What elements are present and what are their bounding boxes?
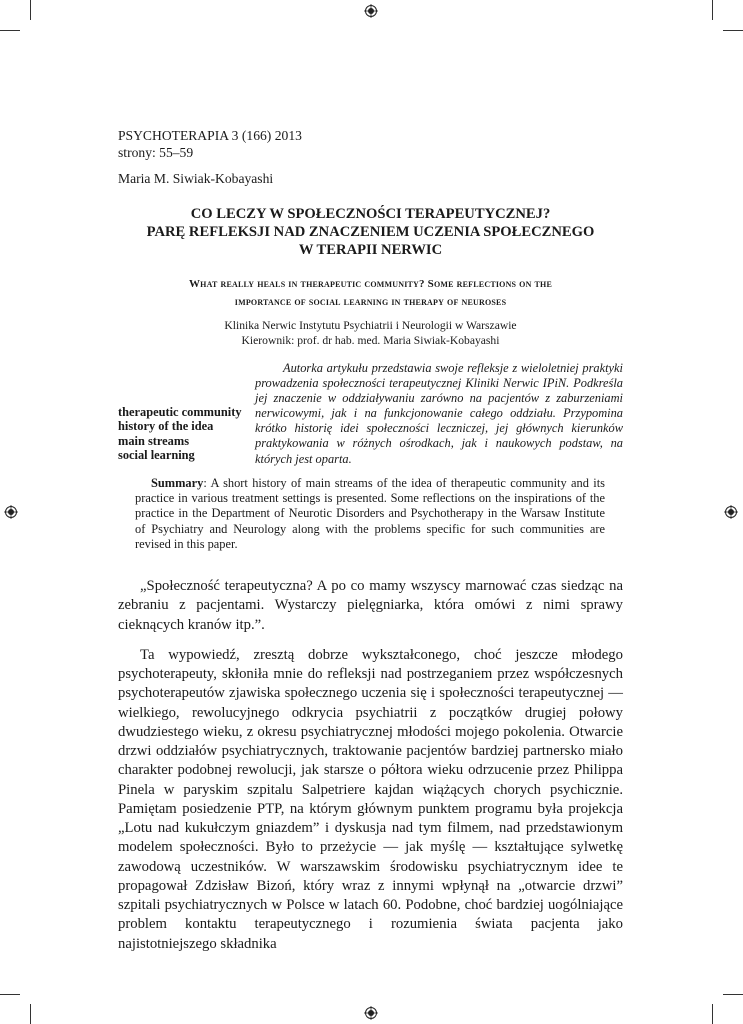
title-polish-line-1: CO LECZY W SPOŁECZNOŚCI TERAPEUTYCZNEJ?: [190, 206, 551, 222]
abstract-polish: Autorka artykułu przedstawia swoje refleksje z wieloletniej praktyki prowadzenia społeczności terapeutycznej Kliniki Nerwic IPiN. Podkreśla jej znaczenie w oddziaływaniu zarówno na pacjentów z zaburzeniami nerwicowymi, jak i na funkcjonowanie całego oddziału. Przypomina krótko historię idei społeczności leczniczej, jej głównych kierunków praktykowania w różnych ośrodkach, jak i naukowych podstaw, na których jest oparta.: [255, 361, 623, 466]
article-body: [118, 577, 623, 965]
journal-header: [118, 128, 302, 161]
affiliation-institution: Klinika Nerwic Instytutu Psychiatrii i Neurologii w Warszawie: [224, 319, 517, 332]
registration-mark-left-icon: [4, 505, 18, 519]
crop-mark-bottom-left-v: [30, 1004, 31, 1024]
crop-mark-bottom-left-h: [0, 994, 20, 995]
keyword-item: social learning: [118, 448, 195, 463]
pages-line: strony: 55–59: [118, 144, 194, 160]
title-polish: [118, 205, 623, 259]
body-paragraph-1: „Społeczność terapeutyczna? A po co mamy wszyscy marnować czas siedząc na zebraniu z pacjentami. Wystarczy pielęgniarka, która omówi z nimi sprawy cieknących kranów itp.”.: [118, 578, 623, 633]
title-polish-line-3: W TERAPII NERWIC: [298, 242, 443, 258]
body-paragraph-2: Ta wypowiedź, zresztą dobrze wykształconego, choć jeszcze młodego psychoterapeuty, skłoniła mnie do refleksji nad postrzeganiem przez współczesnych psychoterapeutów zjawiska społecznego uczenia się i społeczności terapeutycznej — wielkiego, rewolucyjnego odkrycia psychiatrii z początków drugiej połowy dwudziestego wieku, z okresu psychiatrycznej młodości mojego pokolenia. Otwarcie drzwi oddziałów psychiatrycznych, traktowanie pacjentów bardziej partnersko miało charakter podobnej rewolucji, jak starsze o półtora wieku odrzucenie przez Philippa Pinela w paryskim szpitalu Salpetriere kajdan wiążących chorych psychicznie. Pamiętam posiedzenie PTP, na którym głównym punktem programu była projekcja „Lotu nad kukułczym gniazdem” i dyskusja nad tym filmem, nad przedstawionym modelem społeczności. Było to przeżycie — jak myślę — kształtujące sylwetkę zawodową uczestników. W warszawskim środowisku psychiatrycznym idee te propagował Zdzisław Bizoń, który wraz z innymi wpłynął na „otwarcie drzwi” szpitali psychiatrycznych w Polsce w latach 60. Podobne, choć bardziej uogólniające problem kontaktu terapeutycznego i rozumienia świata pacjenta jako najistotniejszego składnika: [118, 646, 623, 952]
registration-mark-bottom-icon: [364, 1006, 378, 1020]
keyword-item: history of the idea: [118, 419, 214, 434]
affiliation-head: Kierownik: prof. dr hab. med. Maria Siwiak-Kobayashi: [241, 334, 500, 347]
registration-mark-top-icon: [364, 4, 378, 18]
crop-mark-top-left-v: [30, 0, 31, 20]
crop-mark-top-right-v: [712, 0, 713, 20]
keywords-list: [118, 405, 258, 463]
title-english-line-1: What really heals in therapeutic community? Some reflections on the: [188, 278, 553, 290]
journal-line: PSYCHOTERAPIA 3 (166) 2013: [118, 128, 302, 143]
crop-mark-top-left-h: [0, 30, 20, 31]
title-english: [118, 275, 623, 311]
summary-english: [135, 476, 605, 552]
title-polish-line-2: PARĘ REFLEKSJI NAD ZNACZENIEM UCZENIA SPOŁECZNEGO: [146, 224, 595, 240]
affiliation: [118, 318, 623, 348]
crop-mark-top-right-h: [723, 30, 743, 31]
author-name: Maria M. Siwiak-Kobayashi: [118, 171, 274, 186]
registration-mark-right-icon: [724, 505, 738, 519]
title-english-line-2: importance of social learning in therapy of neuroses: [234, 296, 507, 308]
keyword-item: therapeutic community: [118, 405, 242, 419]
keyword-item: main streams: [118, 433, 190, 448]
summary-text: : A short history of main streams of the idea of therapeutic community and its practice in various treatment settings is presented. Some reflections on the inspirations of the practice in the Department of Neurotic Disorders and Psychotherapy in the Warsaw Institute of Psychiatry and Neurology along with the problems specific for such communities are revised in this paper.: [135, 476, 605, 551]
crop-mark-bottom-right-h: [723, 994, 743, 995]
crop-mark-bottom-right-v: [712, 1004, 713, 1024]
summary-label: Summary: [151, 476, 204, 490]
